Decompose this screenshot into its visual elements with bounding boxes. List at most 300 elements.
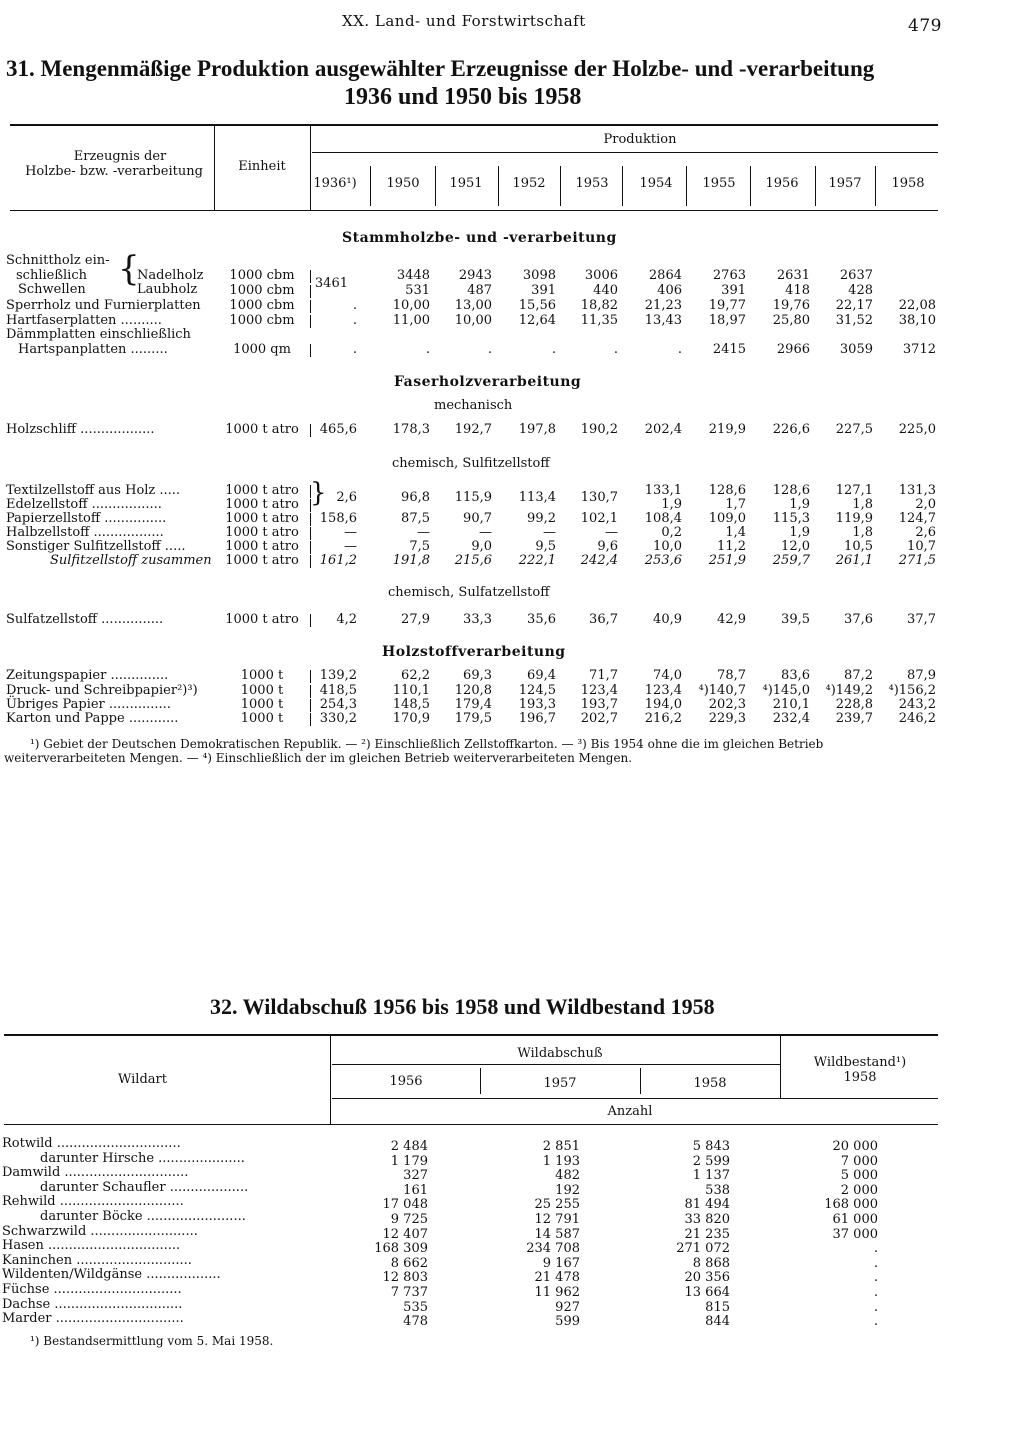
nadelholz_row-value: 2631 <box>776 268 810 283</box>
halbz-unit: 1000 t atro <box>225 525 299 540</box>
table32-row-value: . <box>873 1299 878 1315</box>
daemm-value: 3059 <box>839 342 873 357</box>
hartfaser-value: . <box>352 313 357 328</box>
sperrholz-value: 19,77 <box>708 298 746 313</box>
papierz-value: 158,6 <box>319 511 357 526</box>
table32-row-value: 2 599 <box>692 1153 730 1169</box>
daemm-value: . <box>425 342 430 357</box>
papierz-value: 108,4 <box>644 511 682 526</box>
table32-row-value: 11 962 <box>534 1285 580 1300</box>
textil-edel-value: 2,6 <box>336 490 357 505</box>
hartfaser-value: 25,80 <box>772 313 810 328</box>
table31-year-divider <box>686 166 687 206</box>
sub-sulfat: chemisch, Sulfatzellstoff <box>388 585 550 600</box>
textil-label: Textilzellstoff aus Holz ..... <box>6 483 181 498</box>
sulfit_sum-value: 242,4 <box>580 553 618 568</box>
table32-row-value: 1 193 <box>542 1153 580 1169</box>
table32-abschuss-rule <box>332 1064 780 1065</box>
schnittholz-label-3: Schwellen <box>18 282 86 297</box>
papierz-label: Papierzellstoff ............... <box>6 511 167 526</box>
table32-row-label: Füchse ............................... <box>2 1282 182 1297</box>
laubholz_row-value: 418 <box>785 283 810 298</box>
nadelholz_row-value: 2943 <box>458 268 492 283</box>
textil-value: 133,1 <box>644 483 682 498</box>
table32-row-value: 61 000 <box>832 1212 878 1227</box>
table32-vline-1958 <box>640 1068 641 1094</box>
laubholz_row-value: 391 <box>721 283 746 298</box>
sulfat-value: 40,9 <box>653 612 682 627</box>
textil-edel-value: 115,9 <box>454 490 492 505</box>
druck-value: ⁴)145,0 <box>762 683 810 698</box>
karton-label: Karton und Pappe ............ <box>6 711 179 726</box>
daemm-value: . <box>613 342 618 357</box>
laubholz_row-value: 391 <box>531 283 556 298</box>
table31-year-divider <box>435 166 436 206</box>
laubholz-label: Laubholz <box>137 282 198 297</box>
table31-year-8: 1957 <box>828 176 862 191</box>
sulfat-value: 39,5 <box>781 612 810 627</box>
nadelholz_row-value: 3098 <box>522 268 556 283</box>
nadelholz_row-value: 2637 <box>839 268 873 283</box>
sperrholz-label: Sperrholz und Furnierplatten <box>6 298 201 313</box>
zeitung-label: Zeitungspapier .............. <box>6 668 169 683</box>
table32-year-1958: 1958 <box>693 1076 727 1091</box>
halbz-value: — <box>543 525 556 540</box>
table32-row-value: 7 737 <box>390 1285 428 1300</box>
sonst-unit: 1000 t atro <box>225 539 299 554</box>
sulfit_sum-value: 251,9 <box>708 553 746 568</box>
karton-value: 229,3 <box>708 711 746 726</box>
uebrig-value: 202,3 <box>708 697 746 712</box>
row-separator <box>310 270 311 283</box>
table32-row-value: 1 137 <box>692 1168 730 1184</box>
table31-title-line1: 31. Mengenmäßige Produktion ausgewählter Erzeugnisse der Holzbe- und -verarbeitung <box>6 56 875 81</box>
sulfit_sum-value: 271,5 <box>898 553 936 568</box>
table31-year-divider <box>815 166 816 206</box>
table31-year-5: 1954 <box>639 176 673 191</box>
edel-value: 1,8 <box>852 497 873 512</box>
daemm-value: 3712 <box>902 342 936 357</box>
sperrholz-value: 10,00 <box>392 298 430 313</box>
table32-row-value: . <box>873 1270 878 1286</box>
sonst-value: 9,0 <box>471 539 492 554</box>
table32-row-label: Marder ............................... <box>2 1311 184 1327</box>
table32-row-value: . <box>873 1314 878 1330</box>
laubholz_row-value: 428 <box>848 283 873 298</box>
sulfat-value: 42,9 <box>717 612 746 627</box>
table32-col-bestand-1: Wildbestand¹) <box>813 1055 907 1070</box>
table32-row-value: 8 662 <box>390 1255 428 1271</box>
sperrholz-unit: 1000 cbm <box>229 298 295 313</box>
table32-row-label: darunter Hirsche ..................... <box>40 1150 245 1166</box>
table32-year-rule <box>332 1098 938 1099</box>
page-number: 479 <box>908 16 942 36</box>
laubholz_row-value: 487 <box>467 283 492 298</box>
table32-row-value: 9 725 <box>390 1212 428 1227</box>
table31-year-0: 1936¹) <box>313 176 357 191</box>
holzschliff-value: 227,5 <box>835 422 873 437</box>
table31-year-divider <box>622 166 623 206</box>
sulfit_sum-unit: 1000 t atro <box>225 553 299 568</box>
karton-value: 196,7 <box>518 711 556 726</box>
table32-row-value: 168 000 <box>824 1197 878 1213</box>
table32-row-value: 25 255 <box>534 1197 580 1213</box>
table31-col-produktion: Produktion <box>603 132 677 147</box>
table32-row-value: 535 <box>403 1299 428 1315</box>
holzschliff-unit: 1000 t atro <box>225 422 299 437</box>
zeitung-value: 83,6 <box>781 668 810 683</box>
table32-vline-1957 <box>480 1068 481 1094</box>
papierz-value: 115,3 <box>772 511 810 526</box>
halbz-value: — <box>479 525 492 540</box>
table31-footnote-1: ¹) Gebiet der Deutschen Demokratischen Republik. — ²) Einschließlich Zellstoffkarton. — ³) Bis 1954 ohne die im gleichen Betrieb <box>30 737 824 751</box>
halbz-value: — <box>344 525 357 540</box>
hartfaser-unit: 1000 cbm <box>229 313 295 328</box>
sperrholz-value: 21,23 <box>644 298 682 313</box>
table32-row-value: 2 000 <box>840 1182 878 1198</box>
textil-edel-value: 96,8 <box>401 490 430 505</box>
table32-row-value: 538 <box>705 1182 730 1198</box>
sperrholz-value: . <box>352 298 357 313</box>
table32-row-label: Kaninchen ............................ <box>2 1252 192 1268</box>
daemm-value: . <box>352 342 357 357</box>
table32-row-value: . <box>873 1241 878 1257</box>
table32-row-value: 12 803 <box>382 1270 428 1286</box>
table32-row-value: 327 <box>403 1168 428 1184</box>
table32-year-1957: 1957 <box>543 1076 577 1091</box>
table32-row-label: Rotwild .............................. <box>2 1136 181 1151</box>
druck-value: ⁴)149,2 <box>825 683 873 698</box>
table32-col-abschuss: Wildabschuß <box>517 1046 603 1061</box>
papierz-value: 99,2 <box>527 511 556 526</box>
karton-unit: 1000 t <box>240 711 284 726</box>
hartfaser-value: 11,00 <box>392 313 430 328</box>
papierz-value: 87,5 <box>401 511 430 526</box>
holzschliff-value: 178,3 <box>392 422 430 437</box>
karton-value: 216,2 <box>644 711 682 726</box>
table31-col-unit: Einheit <box>238 159 286 174</box>
brace-textil-icon: } <box>310 478 327 508</box>
uebrig-value: 210,1 <box>772 697 810 712</box>
table32-row-value: 81 494 <box>684 1197 730 1213</box>
halbz-value: 1,8 <box>852 525 873 540</box>
papierz-unit: 1000 t atro <box>225 511 299 526</box>
halbz-value: 2,6 <box>915 525 936 540</box>
table31-year-divider <box>560 166 561 206</box>
druck-value: ⁴)140,7 <box>698 683 746 698</box>
halbz-value: 0,2 <box>661 525 682 540</box>
table32-row-value: 5 843 <box>692 1139 730 1154</box>
sulfit_sum-value: 253,6 <box>644 553 682 568</box>
papierz-value: 90,7 <box>463 511 492 526</box>
table32-row-label: Wildenten/Wildgänse .................. <box>2 1267 221 1283</box>
table32-row-value: 234 708 <box>526 1241 580 1257</box>
druck-value: ⁴)156,2 <box>888 683 936 698</box>
halbz-value: 1,4 <box>725 525 746 540</box>
table32-row-value: . <box>873 1285 878 1300</box>
table32-row-label: Schwarzwild .......................... <box>2 1223 198 1239</box>
textil-value: 127,1 <box>835 483 873 498</box>
sperrholz-value: 18,82 <box>580 298 618 313</box>
holzschliff-value: 219,9 <box>708 422 746 437</box>
table31-year-1: 1950 <box>386 176 420 191</box>
table32-row-value: 33 820 <box>684 1212 730 1227</box>
uebrig-value: 193,7 <box>580 697 618 712</box>
table32-col-wildart: Wildart <box>118 1072 167 1087</box>
hartfaser-value: 18,97 <box>708 313 746 328</box>
schnittholz-1936: 3461 <box>314 276 348 291</box>
druck-value: 120,8 <box>454 683 492 698</box>
hartfaser-value: 12,64 <box>518 313 556 328</box>
papierz-value: 119,9 <box>835 511 873 526</box>
sperrholz-value: 13,00 <box>454 298 492 313</box>
table32-row-value: 17 048 <box>382 1197 428 1213</box>
uebrig-value: 254,3 <box>319 697 357 712</box>
table32-row-value: 5 000 <box>840 1168 878 1184</box>
table31-year-6: 1955 <box>702 176 736 191</box>
section-faserholz: Faserholzverarbeitung <box>394 374 582 390</box>
holzschliff-value: 190,2 <box>580 422 618 437</box>
table31-year-2: 1951 <box>449 176 483 191</box>
karton-value: 202,7 <box>580 711 618 726</box>
table31-year-divider <box>750 166 751 206</box>
nadelholz_row-value: 2763 <box>712 268 746 283</box>
sulfit_sum-value: 215,6 <box>454 553 492 568</box>
karton-value: 330,2 <box>319 711 357 726</box>
sperrholz-value: 22,17 <box>835 298 873 313</box>
table32-row-value: 8 868 <box>692 1255 730 1271</box>
edel-value: 1,9 <box>661 497 682 512</box>
zeitung-value: 69,4 <box>527 668 556 683</box>
table32-row-value: 168 309 <box>374 1241 428 1257</box>
holzschliff-label: Holzschliff .................. <box>6 422 155 437</box>
sonst-value: 10,5 <box>844 539 873 554</box>
table32-row-value: 599 <box>555 1314 580 1330</box>
zeitung-value: 69,3 <box>463 668 492 683</box>
hartfaser-value: 11,35 <box>580 313 618 328</box>
hartfaser-label: Hartfaserplatten .......... <box>6 313 162 328</box>
karton-value: 239,7 <box>835 711 873 726</box>
uebrig-value: 243,2 <box>898 697 936 712</box>
row-separator <box>310 285 311 298</box>
sperrholz-value: 19,76 <box>772 298 810 313</box>
table31-year-4: 1953 <box>575 176 609 191</box>
sulfit_sum-value: 259,7 <box>772 553 810 568</box>
table31-year-divider <box>370 166 371 206</box>
table31-top-rule <box>10 124 938 126</box>
table32-row-value: 1 179 <box>390 1153 428 1169</box>
druck-value: 123,4 <box>580 683 618 698</box>
sulfit_sum-value: 261,1 <box>835 553 873 568</box>
table31-year-divider <box>875 166 876 206</box>
sonst-value: 10,0 <box>653 539 682 554</box>
sulfat-value: 27,9 <box>401 612 430 627</box>
uebrig-value: 228,8 <box>835 697 873 712</box>
section-stammholz: Stammholzbe- und -verarbeitung <box>342 230 617 246</box>
textil-value: 128,6 <box>772 483 810 498</box>
zeitung-value: 87,2 <box>844 668 873 683</box>
papierz-value: 109,0 <box>708 511 746 526</box>
table32-header-bottom-rule <box>4 1124 938 1125</box>
table31-col-product-line2: Holzbe- bzw. -verarbeitung <box>25 164 203 179</box>
uebrig-unit: 1000 t <box>240 697 284 712</box>
holzschliff-value: 465,6 <box>319 422 357 437</box>
hartfaser-value: 38,10 <box>898 313 936 328</box>
table32-row-value: . <box>873 1255 878 1271</box>
hartfaser-value: 31,52 <box>835 313 873 328</box>
laubholz_row-value: 531 <box>405 283 430 298</box>
sonst-label: Sonstiger Sulfitzellstoff ..... <box>6 539 186 554</box>
edel-label: Edelzellstoff ................. <box>6 497 162 512</box>
nadelholz_row-unit: 1000 cbm <box>229 268 295 283</box>
holzschliff-value: 197,8 <box>518 422 556 437</box>
table31-year-9: 1958 <box>891 176 925 191</box>
schnittholz-label-2: schließlich <box>16 268 87 283</box>
uebrig-value: 194,0 <box>644 697 682 712</box>
sulfat-value: 37,6 <box>844 612 873 627</box>
daemm-value: . <box>551 342 556 357</box>
table32-row-value: 12 791 <box>534 1212 580 1227</box>
zeitung-value: 139,2 <box>319 668 357 683</box>
uebrig-value: 148,5 <box>392 697 430 712</box>
daemm-unit: 1000 qm <box>233 342 291 357</box>
uebrig-value: 193,3 <box>518 697 556 712</box>
daemm-value: . <box>677 342 682 357</box>
holzschliff-value: 202,4 <box>644 422 682 437</box>
karton-value: 170,9 <box>392 711 430 726</box>
table32-row-value: 192 <box>555 1182 580 1198</box>
laubholz_row-value: 440 <box>593 283 618 298</box>
table32-row-value: 14 587 <box>534 1226 580 1242</box>
halbz-value: 1,9 <box>789 525 810 540</box>
druck-label: Druck- und Schreibpapier²)³) <box>6 683 198 698</box>
nadelholz_row-value: 3448 <box>396 268 430 283</box>
table32-top-rule <box>4 1034 938 1036</box>
edel-value: 1,9 <box>789 497 810 512</box>
sulfat-unit: 1000 t atro <box>225 612 299 627</box>
sub-mechanisch: mechanisch <box>434 398 513 413</box>
daemm-value: 2966 <box>776 342 810 357</box>
hartfaser-value: 10,00 <box>454 313 492 328</box>
edel-unit: 1000 t atro <box>225 497 299 512</box>
textil-edel-value: 113,4 <box>518 490 556 505</box>
holzschliff-value: 226,6 <box>772 422 810 437</box>
sub-sulfit: chemisch, Sulfitzellstoff <box>392 456 550 471</box>
druck-value: 123,4 <box>644 683 682 698</box>
sonst-value: — <box>344 539 357 554</box>
holzschliff-value: 192,7 <box>454 422 492 437</box>
nadelholz-label: Nadelholz <box>137 268 204 283</box>
papierz-value: 102,1 <box>580 511 618 526</box>
table32-year-1956: 1956 <box>389 1074 423 1089</box>
zeitung-value: 78,7 <box>717 668 746 683</box>
laubholz_row-unit: 1000 cbm <box>229 283 295 298</box>
table32-row-value: 815 <box>705 1299 730 1315</box>
textil-edel-value: 130,7 <box>580 490 618 505</box>
table32-unit-row: Anzahl <box>607 1104 653 1119</box>
edel-value: 1,7 <box>725 497 746 512</box>
karton-value: 232,4 <box>772 711 810 726</box>
table31-year-divider <box>498 166 499 206</box>
sulfat-value: 33,3 <box>463 612 492 627</box>
sulfit_sum-label: Sulfitzellstoff zusammen <box>50 553 212 568</box>
nadelholz_row-value: 3006 <box>584 268 618 283</box>
hartfaser-value: 13,43 <box>644 313 682 328</box>
table31-title-line2: 1936 und 1950 bis 1958 <box>344 84 582 110</box>
uebrig-value: 179,4 <box>454 697 492 712</box>
schnittholz-label-1: Schnittholz ein- <box>6 253 110 268</box>
sonst-value: 10,7 <box>907 539 936 554</box>
sulfat-value: 37,7 <box>907 612 936 627</box>
table32-row-value: 482 <box>555 1168 580 1184</box>
table32-row-value: 20 356 <box>684 1270 730 1286</box>
druck-value: 418,5 <box>319 683 357 698</box>
table32-vline-wildart <box>330 1036 331 1124</box>
daemm-value: 2415 <box>712 342 746 357</box>
table32-row-value: 37 000 <box>832 1226 878 1242</box>
table32-vline-bestand <box>780 1036 781 1098</box>
table32-row-value: 21 235 <box>684 1226 730 1242</box>
table32-footnote: ¹) Bestandsermittlung vom 5. Mai 1958. <box>30 1334 274 1348</box>
halbz-value: — <box>417 525 430 540</box>
halbz-label: Halbzellstoff ................. <box>6 525 164 540</box>
table31-header-bottom-rule <box>10 210 938 211</box>
karton-value: 246,2 <box>898 711 936 726</box>
section-holzstoff: Holzstoffverarbeitung <box>382 644 566 660</box>
sonst-value: 7,5 <box>409 539 430 554</box>
table32-row-value: 2 484 <box>390 1139 428 1154</box>
table32-row-value: 161 <box>403 1182 428 1198</box>
papierz-value: 124,7 <box>898 511 936 526</box>
table32-row-label: darunter Schaufler ................... <box>40 1179 249 1195</box>
table32-row-label: darunter Böcke ........................ <box>40 1209 246 1224</box>
edel-value: 2,0 <box>915 497 936 512</box>
zeitung-value: 62,2 <box>401 668 430 683</box>
table32-row-value: 7 000 <box>840 1153 878 1169</box>
sonst-value: 11,2 <box>717 539 746 554</box>
sulfat-value: 4,2 <box>336 612 357 627</box>
druck-unit: 1000 t <box>240 683 284 698</box>
daemm-label-1: Dämmplatten einschließlich <box>6 327 191 342</box>
sperrholz-value: 15,56 <box>518 298 556 313</box>
zeitung-unit: 1000 t <box>240 668 284 683</box>
table31-year-3: 1952 <box>512 176 546 191</box>
sulfat-value: 36,7 <box>589 612 618 627</box>
daemm-label: Hartspanplatten ......... <box>18 342 168 357</box>
sulfit_sum-value: 161,2 <box>319 553 357 568</box>
textil-value: 128,6 <box>708 483 746 498</box>
table32-row-value: 2 851 <box>542 1139 580 1154</box>
table32-row-value: 9 167 <box>542 1255 580 1271</box>
sonst-value: 12,0 <box>781 539 810 554</box>
zeitung-value: 71,7 <box>589 668 618 683</box>
table32-row-value: 927 <box>555 1299 580 1315</box>
table32-row-value: 478 <box>403 1314 428 1330</box>
textil-unit: 1000 t atro <box>225 483 299 498</box>
sonst-value: 9,5 <box>535 539 556 554</box>
sulfat-label: Sulfatzellstoff ............... <box>6 612 164 627</box>
table32-row-label: Damwild .............................. <box>2 1165 189 1181</box>
table32-col-bestand-2: 1958 <box>843 1070 877 1085</box>
table32-row-value: 271 072 <box>676 1241 730 1257</box>
laubholz_row-value: 406 <box>657 283 682 298</box>
sulfit_sum-value: 222,1 <box>518 553 556 568</box>
table32-row-value: 21 478 <box>534 1270 580 1286</box>
textil-value: 131,3 <box>898 483 936 498</box>
table32-title: 32. Wildabschuß 1956 bis 1958 und Wildbestand 1958 <box>210 994 715 1019</box>
table32-row-label: Dachse ............................... <box>2 1296 183 1312</box>
table32-row-label: Hasen ................................ <box>2 1238 181 1254</box>
